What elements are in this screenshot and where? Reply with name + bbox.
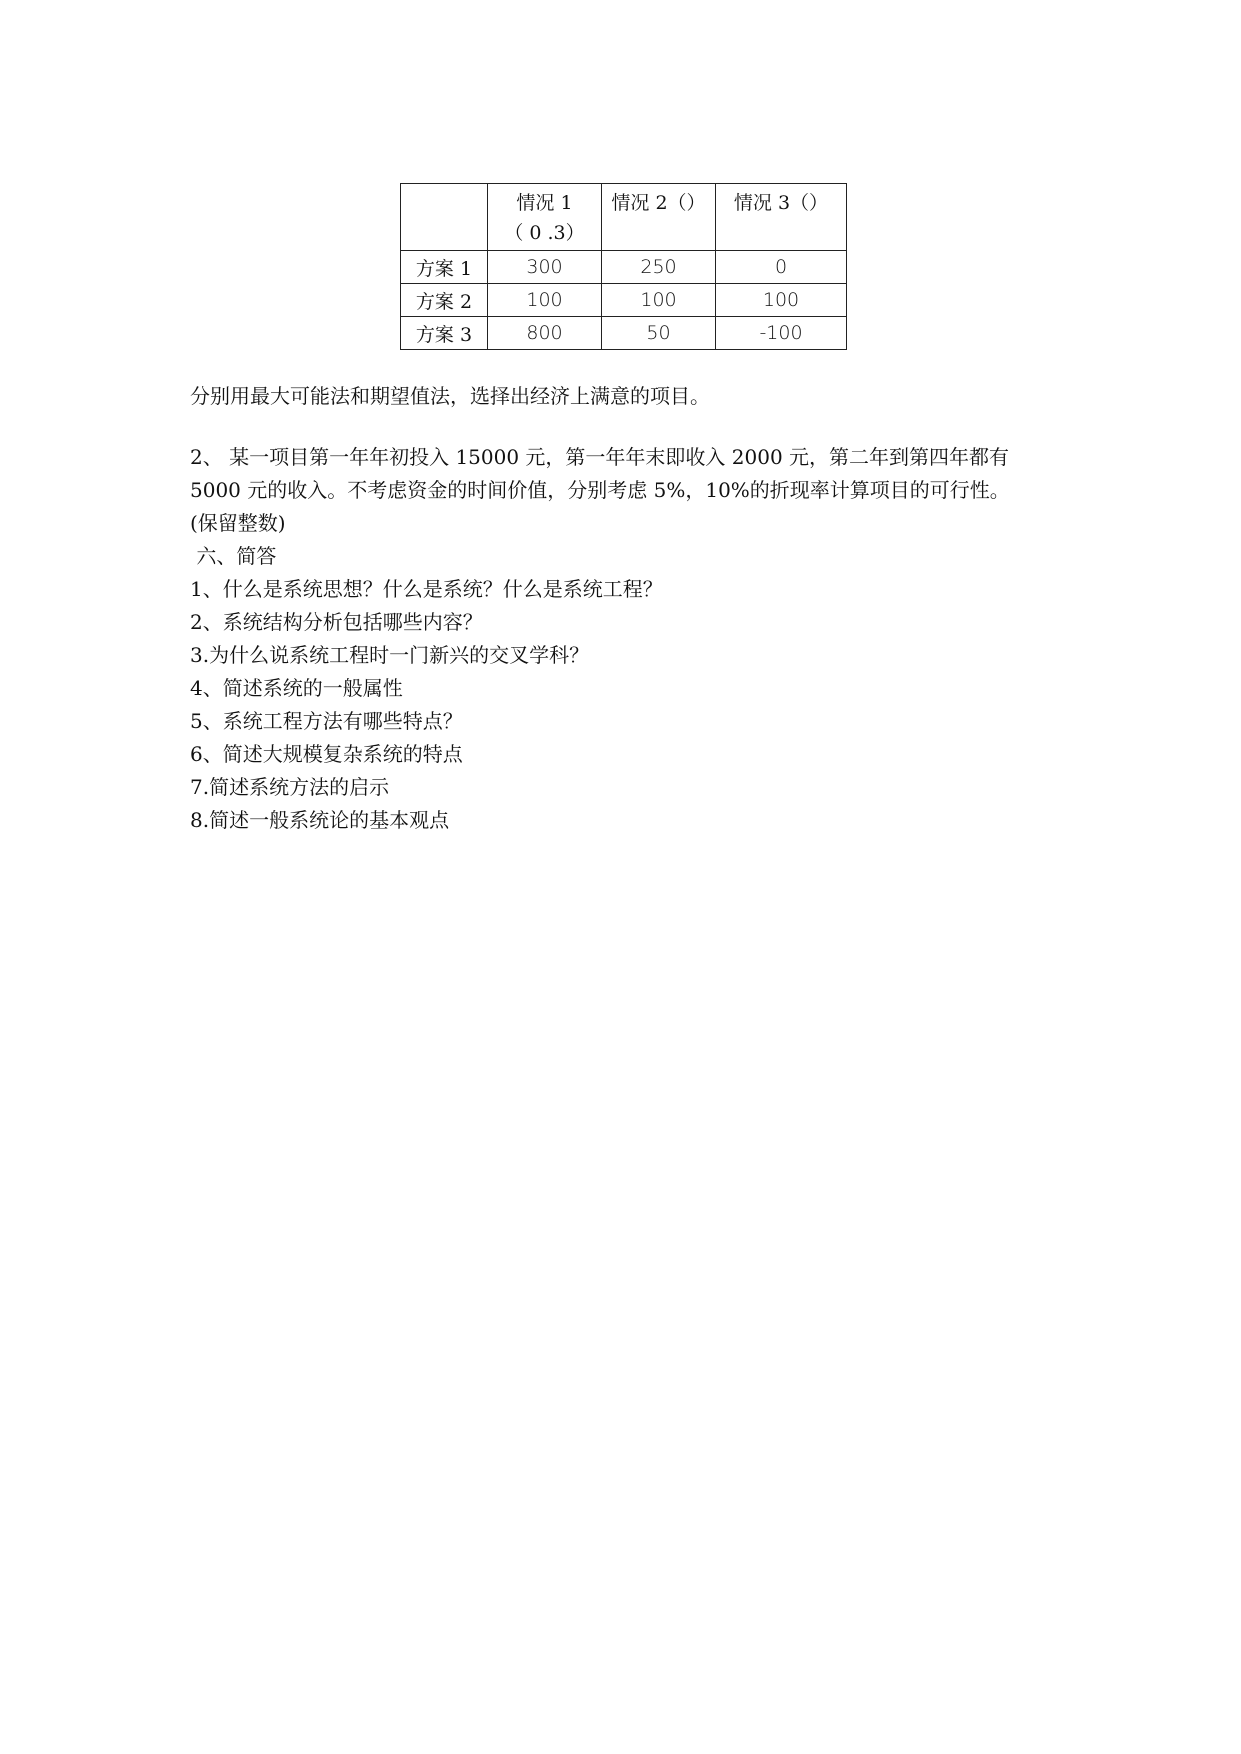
table-row: [401, 251, 847, 284]
table-header-cell: [488, 184, 602, 251]
row-label: 方案 1: [401, 251, 488, 284]
section-heading: 六、简答: [190, 544, 277, 568]
question-2-line-3: (保留整数): [190, 511, 286, 535]
table-cell: 50: [602, 317, 716, 350]
row-label: 方案 2: [401, 284, 488, 317]
header-situation-1-probability: （ 0 .3）: [504, 222, 585, 244]
table-header-cell: [716, 184, 847, 251]
list-item: 2、系统结构分析包括哪些内容？: [190, 610, 483, 634]
question-instruction: 分别用最大可能法和期望值法，选择出经济上满意的项目。: [190, 384, 710, 408]
table-row: [401, 284, 847, 317]
header-situation-1: 情况 1: [516, 192, 573, 214]
header-situation-3: 情况 3（）: [733, 192, 829, 214]
list-item: 6、简述大规模复杂系统的特点: [190, 742, 463, 766]
table-corner-cell: [401, 184, 488, 251]
question-2-line-1: 2、 某一项目第一年年初投入 15000 元，第一年年末即收入 2000 元，第二年到第四年都有: [190, 445, 1010, 469]
list-item: 4、简述系统的一般属性: [190, 676, 403, 700]
table-cell: 800: [488, 317, 602, 350]
list-item: 8.简述一般系统论的基本观点: [190, 808, 450, 832]
list-item: 5、系统工程方法有哪些特点？: [190, 709, 463, 733]
list-item: 1、什么是系统思想？什么是系统？什么是系统工程？: [190, 577, 663, 601]
table-cell: 100: [488, 284, 602, 317]
table-cell: 100: [602, 284, 716, 317]
table-header-cell: [602, 184, 716, 251]
table-cell: 0: [716, 251, 847, 284]
table-cell: 250: [602, 251, 716, 284]
table-row: [401, 317, 847, 350]
header-situation-2: 情况 2（）: [611, 192, 706, 214]
table-cell: 300: [488, 251, 602, 284]
payoff-table: [400, 183, 847, 350]
list-item: 3.为什么说系统工程时一门新兴的交叉学科？: [190, 643, 590, 667]
table-cell: -100: [716, 317, 847, 350]
table-header-row: [401, 184, 847, 251]
list-item: 7.简述系统方法的启示: [190, 775, 390, 799]
table-cell: 100: [716, 284, 847, 317]
row-label: 方案 3: [401, 317, 488, 350]
question-2-line-2: 5000 元的收入。不考虑资金的时间价值，分别考虑 5%，10%的折现率计算项目的可行性。: [190, 478, 1010, 502]
